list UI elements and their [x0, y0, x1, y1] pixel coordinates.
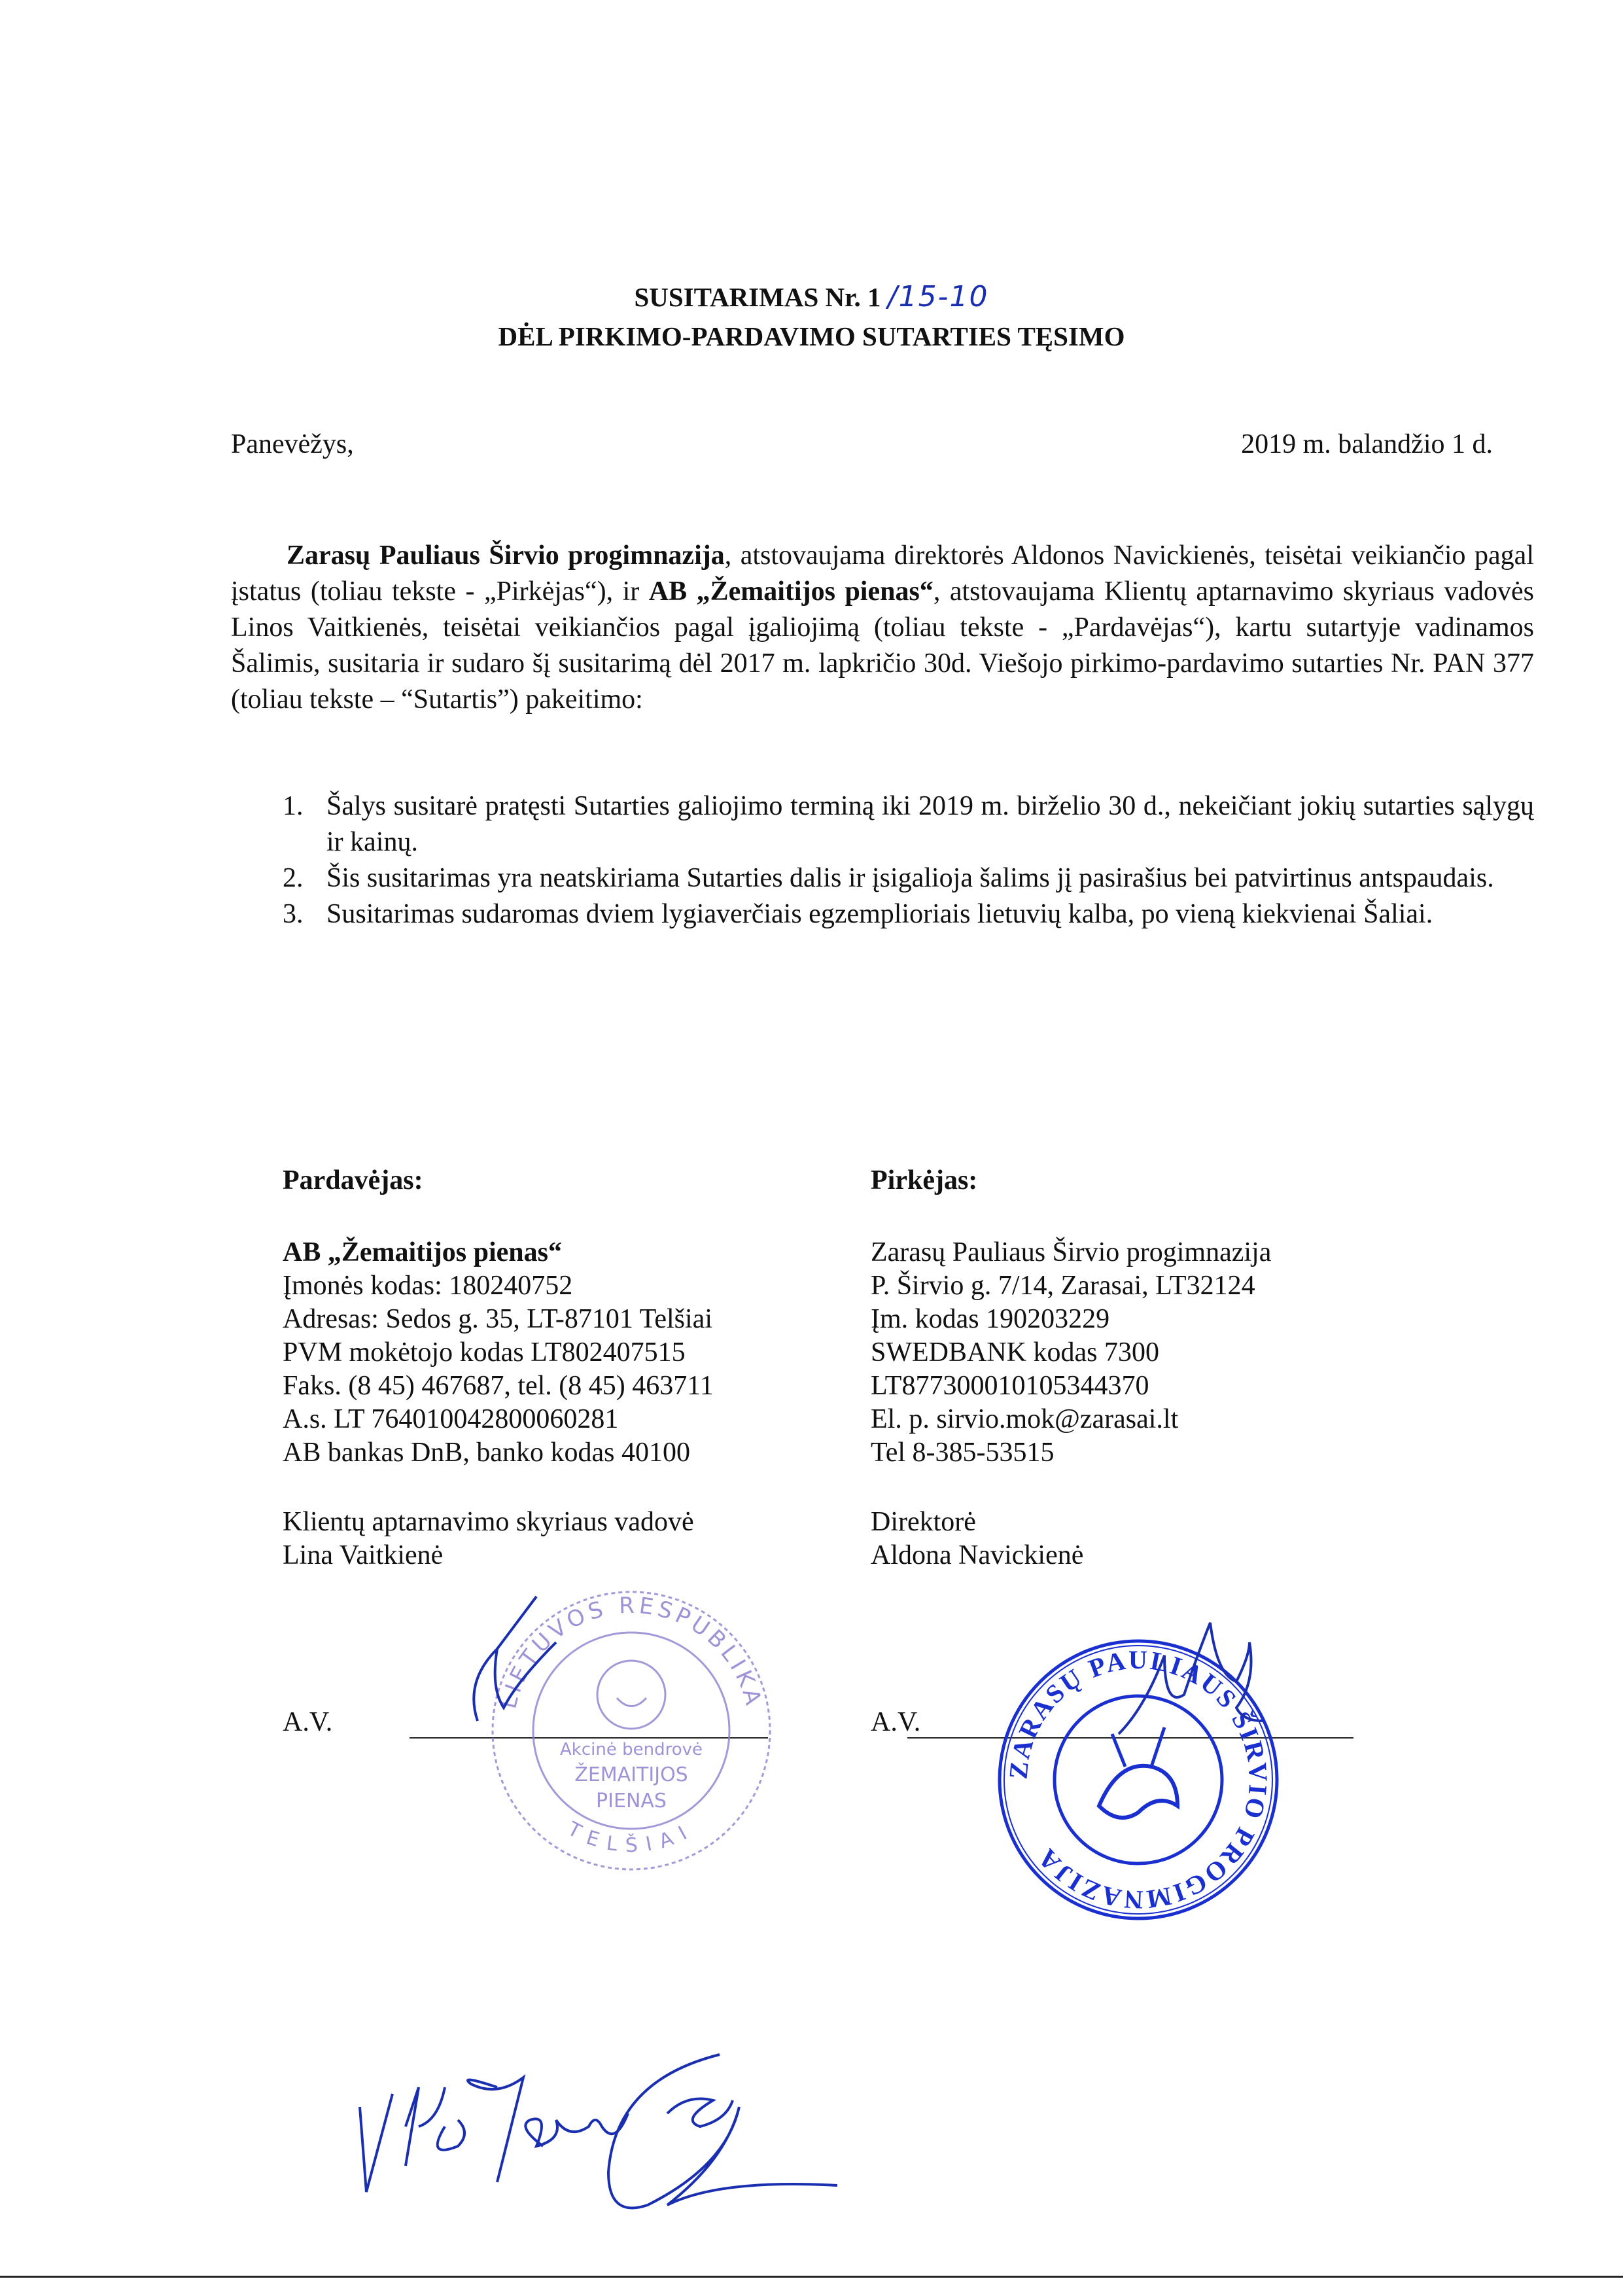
seller-line: Adresas: Sedos g. 35, LT-87101 Telšiai — [283, 1304, 712, 1334]
item-number: 1. — [283, 791, 304, 821]
svg-text:TELŠIAI — [563, 1817, 699, 1857]
seller-line: Faks. (8 45) 467687, tel. (8 45) 463711 — [283, 1371, 714, 1401]
document-title — [0, 280, 1623, 313]
buyer-signer: Aldona Navickienė — [871, 1540, 1084, 1570]
item-text: Šalys susitarė pratęsti Sutarties galiojimo terminą iki 2019 m. birželio 30 d., nekeičiant jokių sutarties sąlygų ir kainų. — [326, 791, 1534, 857]
document-subtitle: DĖL PIRKIMO-PARDAVIMO SUTARTIES TĘSIMO — [498, 321, 1125, 351]
buyer-line: P. Širvio g. 7/14, Zarasai, LT32124 — [871, 1271, 1255, 1301]
stamp-inner-text: ŽEMAITIJOS — [574, 1763, 688, 1786]
intro-text-1: , atstovaujama direktorės Aldonos Navickienės, teisėtai veikiančio pagal įstatus (toliau tekste - „Pirkėjas“), ir — [231, 540, 1534, 607]
list-item — [283, 860, 1534, 896]
item-number: 3. — [283, 899, 304, 929]
buyer-position: Direktorė — [871, 1507, 976, 1537]
date: 2019 m. balandžio 1 d. — [1241, 429, 1493, 459]
buyer-heading: Pirkėjas: — [871, 1165, 978, 1195]
buyer-line: SWEDBANK kodas 7300 — [871, 1337, 1159, 1368]
intro-text-2: , atstovaujama Klientų aptarnavimo skyriaus vadovės Linos Vaitkienės, teisėtai veikiančios pagal įgaliojimą (toliau tekste - „Pardavėjas“), kartu sutartyje vadinamos Šalimis, susitaria ir sudaro šį susitarimą dėl 2017 m. lapkričio 30d. Viešojo pirkimo-pardavimo sutarties Nr. PAN 377 (toliau tekste – “Sutartis”) pakeitimo: — [231, 576, 1534, 715]
seller-position: Klientų aptarnavimo skyriaus vadovė — [283, 1507, 694, 1537]
seller-name-line: AB „Žemaitijos pienas“ — [283, 1237, 563, 1267]
item-number: 2. — [283, 863, 304, 893]
handwritten-number: /15-10 — [887, 280, 989, 313]
seller-block — [283, 1163, 806, 1572]
bottom-edge-line — [0, 2276, 1623, 2278]
list-item — [283, 896, 1534, 932]
seller-av: A.V. — [283, 1707, 333, 1737]
stamp-outer-text: ZARASŲ PAULIAUS ŠIRVIO PROGIMNAZIJA — [1003, 1644, 1274, 1915]
buyer-name-line: Zarasų Pauliaus Širvio progimnazija — [871, 1237, 1272, 1267]
item-text: Šis susitarimas yra neatskiriama Sutarties dalis ir įsigalioja šalims jį pasirašius bei patvirtinus antspaudais. — [326, 863, 1494, 893]
stamp-outer-text: LIETUVOS RESPUBLIKA — [495, 1592, 767, 1712]
item-text: Susitarimas sudaromas dviem lygiaverčiais egzemplioriais lietuvių kalba, po vieną kiekvienai Šaliai. — [326, 899, 1433, 929]
approval-signature — [347, 2028, 988, 2238]
seller-line: PVM mokėtojo kodas LT802407515 — [283, 1337, 686, 1368]
seller-line: A.s. LT 764010042800060281 — [283, 1404, 619, 1434]
intro-paragraph — [231, 538, 1534, 718]
buyer-line: Įm. kodas 190203229 — [871, 1304, 1110, 1334]
terms-list — [283, 788, 1534, 932]
stamp-bottom-text: TELŠIAI — [563, 1817, 699, 1858]
buyer-line: Tel 8-385-53515 — [871, 1438, 1055, 1468]
buyer-name: Zarasų Pauliaus Širvio progimnazija — [287, 540, 725, 571]
seller-signature — [438, 1577, 569, 1740]
stamp-inner-text: PIENAS — [596, 1790, 667, 1812]
buyer-block — [871, 1163, 1394, 1572]
stamp-inner-text: Akcinė bendrovė — [560, 1740, 703, 1759]
buyer-signature — [1112, 1616, 1269, 1760]
seller-name: AB „Žemaitijos pienas“ — [648, 576, 934, 607]
buyer-line: El. p. sirvio.mok@zarasai.lt — [871, 1404, 1179, 1434]
place: Panevėžys, — [231, 429, 354, 459]
seller-signer: Lina Vaitkienė — [283, 1540, 444, 1570]
title-line1: SUSITARIMAS Nr. 1 — [634, 282, 881, 312]
list-item — [283, 788, 1534, 860]
seller-line: AB bankas DnB, banko kodas 40100 — [283, 1438, 690, 1468]
seller-line: Įmonės kodas: 180240752 — [283, 1271, 573, 1301]
seller-heading: Pardavėjas: — [283, 1165, 423, 1195]
buyer-av: A.V. — [871, 1707, 921, 1737]
buyer-line: LT877300010105344370 — [871, 1371, 1149, 1401]
